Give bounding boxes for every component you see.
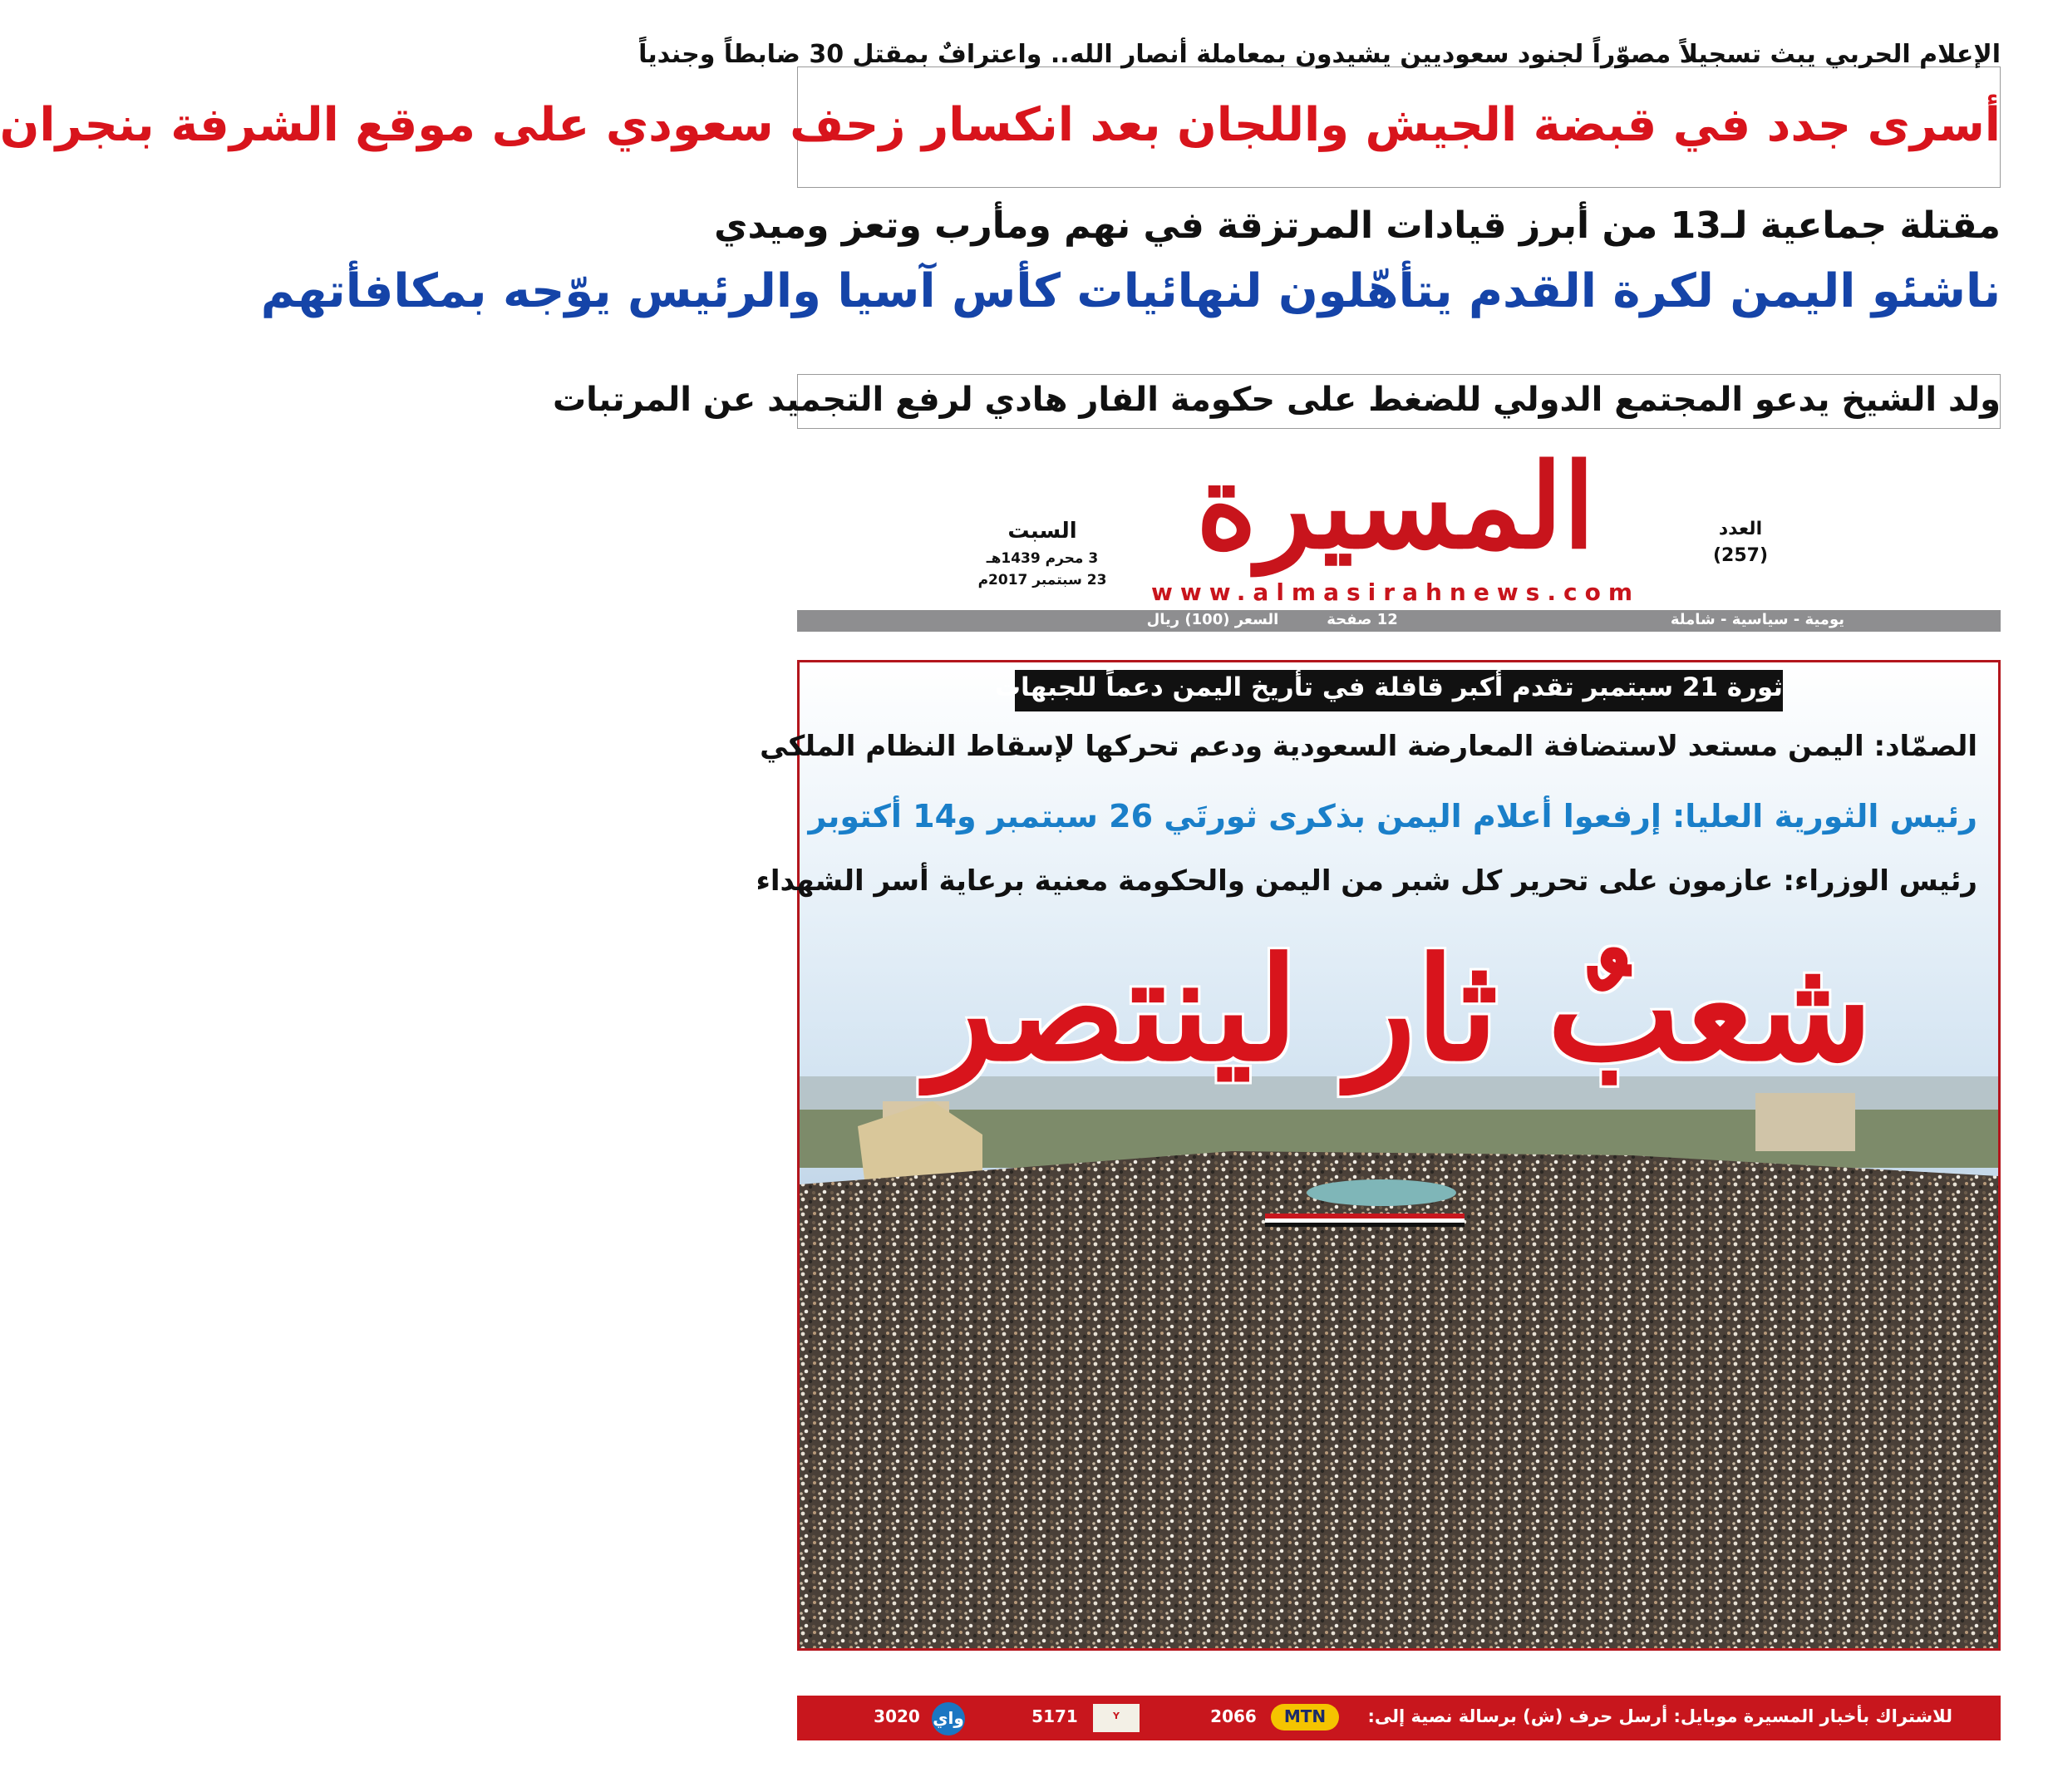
hijri-date: 3 محرم 1439هـ	[986, 550, 1099, 567]
line-sammad: الصمّاد: اليمن مستعد لاستضافة المعارضة السعودية ودعم تحركها لإسقاط النظام الملكي	[760, 730, 1977, 763]
main-banner: ثورة 21 سبتمبر تقدم أكبر قافلة في تأريخ اليمن دعماً للجبهات	[994, 672, 1783, 702]
bar-pages-text: 12 صفحة	[1327, 611, 1398, 628]
mtn-label: MTN	[1283, 1706, 1327, 1726]
masthead-logo: المسيرة	[1195, 439, 1596, 575]
bar-price-text: السعر (100) ريال	[1146, 611, 1279, 628]
crowd-photo	[800, 1076, 1998, 1648]
headline-football: ناشئو اليمن لكرة القدم يتأهّلون لنهائيات كأس آسيا والرئيس يوّجه بمكافأتهم	[260, 264, 2001, 318]
line-pm: رئيس الوزراء: عازمون على تحرير كل شبر من اليمن والحكومة معنية برعاية أسر الشهداء	[756, 864, 1977, 898]
issue-number: (257)	[1712, 545, 1769, 566]
bar-daily-text: يومية - سياسية - شاملة	[1670, 611, 1844, 628]
y-number: 5171	[1031, 1706, 1078, 1726]
mtn-number: 2066	[1210, 1706, 1257, 1726]
masthead-url: www.almasirahnews.com	[1150, 578, 1640, 606]
issue-label: العدد	[1718, 519, 1763, 539]
w-number: 3020	[874, 1706, 920, 1726]
headline-ould: ولد الشيخ يدعو المجتمع الدولي للضغط على حكومة الفار هادي لرفع التجميد عن المرتبات	[552, 381, 2001, 419]
issue-day: السبت	[1007, 519, 1077, 544]
gregorian-date: 23 سبتمبر 2017م	[977, 572, 1107, 588]
w-label: واي	[933, 1708, 964, 1728]
top-subtitle: الإعلام الحربي يبث تسجيلاً مصوّراً لجنود سعوديين يشيدون بمعاملة أنصار الله.. واعترافٌ بمقتل 30 ضابطاً وجندياً	[638, 40, 2001, 69]
headline-massacre: مقتلة جماعية لـ13 من أبرز قيادات المرتزقة في نهم ومأرب وتعز وميدي	[714, 204, 2001, 247]
line-council: رئيس الثورية العليا: إرفعوا أعلام اليمن بذكرى ثورتَي 26 سبتمبر و14 أكتوبر	[808, 798, 1977, 834]
top-headline: أسرى جدد في قبضة الجيش واللجان بعد انكسار زحف سعودي على موقع الشرفة بنجران	[0, 98, 2001, 152]
big-headline: شعبٌ ثار لينتصر	[927, 927, 1873, 1093]
subscribe-text: للاشتراك بأخبار المسيرة موبايل: أرسل حرف (ش) برسالة نصية إلى:	[1367, 1706, 1952, 1726]
y-label: Y	[1113, 1711, 1120, 1721]
